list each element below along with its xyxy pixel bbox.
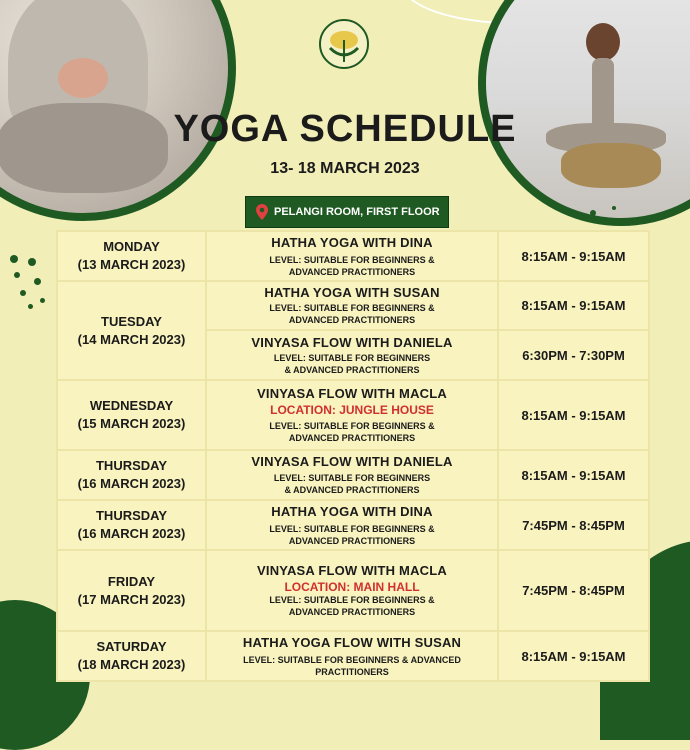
class-name: VINYASA FLOW WITH MACLA	[257, 386, 447, 401]
time-cell: 8:15AM - 9:15AM	[498, 631, 649, 681]
class-name: HATHA YOGA WITH DINA	[271, 503, 433, 519]
decorative-dot	[590, 210, 596, 216]
location-label: PELANGI ROOM, FIRST FLOOR	[274, 206, 440, 218]
class-level: LEVEL: SUITABLE FOR BEGINNERS	[273, 473, 431, 483]
day-cell	[57, 631, 206, 681]
table-row	[57, 231, 649, 281]
day-cell	[57, 281, 206, 380]
class-level-line2: ADVANCED PRACTITIONERS	[288, 315, 416, 325]
time-cell: 6:30PM - 7:30PM	[498, 330, 649, 380]
class-location: LOCATION: MAIN HALL	[284, 580, 420, 594]
class-level: LEVEL: SUITABLE FOR BEGINNERS &	[269, 595, 435, 605]
day-cell	[57, 380, 206, 450]
decorative-dot	[612, 206, 616, 210]
table-row	[57, 631, 649, 681]
class-level: LEVEL: SUITABLE FOR BEGINNERS &	[269, 523, 435, 534]
class-cell	[206, 500, 498, 550]
time-cell: 8:15AM - 9:15AM	[498, 281, 649, 330]
class-cell	[206, 281, 498, 330]
class-level: LEVEL: SUITABLE FOR BEGINNERS &	[269, 421, 435, 431]
day-cell	[57, 450, 206, 500]
class-level-line2: PRACTITIONERS	[315, 666, 389, 677]
class-level-line2: ADVANCED PRACTITIONERS	[288, 535, 416, 546]
day-cell	[57, 550, 206, 631]
class-cell	[206, 450, 498, 500]
date-range: 13- 18 MARCH 2023	[270, 160, 420, 177]
table-row	[57, 550, 649, 631]
day-date: (16 MARCH 2023)	[77, 476, 186, 491]
location-bar	[245, 196, 449, 228]
day-name: WEDNESDAY	[89, 398, 174, 413]
class-name: VINYASA FLOW WITH DANIELA	[251, 334, 453, 350]
time-cell: 8:15AM - 9:15AM	[498, 231, 649, 281]
decorative-dot	[28, 258, 36, 266]
class-cell	[206, 550, 498, 631]
decorative-dot	[14, 272, 20, 278]
day-date: (18 MARCH 2023)	[77, 657, 186, 672]
class-location: LOCATION: JUNGLE HOUSE	[270, 403, 434, 417]
class-level: LEVEL: SUITABLE FOR BEGINNERS &	[269, 303, 435, 313]
class-cell	[206, 231, 498, 281]
class-name: HATHA YOGA FLOW WITH SUSAN	[242, 634, 462, 650]
table-row	[57, 500, 649, 550]
map-pin-icon	[256, 204, 268, 220]
class-name: VINYASA FLOW WITH MACLA	[257, 563, 447, 578]
day-cell	[57, 231, 206, 281]
class-level: LEVEL: SUITABLE FOR BEGINNERS &	[269, 254, 435, 265]
class-level-line2: ADVANCED PRACTITIONERS	[288, 607, 416, 617]
class-level-line2: ADVANCED PRACTITIONERS	[288, 266, 416, 277]
day-date: (16 MARCH 2023)	[77, 526, 186, 541]
time-cell: 8:15AM - 9:15AM	[498, 450, 649, 500]
decorative-dot	[10, 255, 18, 263]
day-date: (13 MARCH 2023)	[77, 257, 186, 272]
day-date: (14 MARCH 2023)	[77, 331, 186, 347]
day-date: (17 MARCH 2023)	[77, 591, 186, 607]
decorative-dot	[34, 278, 41, 285]
schedule-table	[56, 230, 650, 682]
class-cell	[206, 380, 498, 450]
class-name: HATHA YOGA WITH SUSAN	[264, 285, 440, 300]
day-name: THURSDAY	[95, 508, 168, 523]
day-cell	[57, 500, 206, 550]
day-date: (15 MARCH 2023)	[77, 416, 186, 431]
day-name: TUESDAY	[101, 313, 162, 329]
day-name: THURSDAY	[95, 458, 168, 473]
class-name: HATHA YOGA WITH DINA	[271, 234, 433, 250]
logo-icon	[318, 18, 370, 70]
table-row	[57, 281, 649, 330]
table-row	[57, 380, 649, 450]
time-cell: 7:45PM - 8:45PM	[498, 500, 649, 550]
time-cell: 8:15AM - 9:15AM	[498, 380, 649, 450]
class-level-line2: & ADVANCED PRACTITIONERS	[284, 485, 420, 495]
decorative-dot	[602, 218, 607, 223]
table-row	[57, 450, 649, 500]
time-cell: 7:45PM - 8:45PM	[498, 550, 649, 631]
day-name: FRIDAY	[107, 573, 156, 589]
class-level-line2: ADVANCED PRACTITIONERS	[288, 433, 416, 443]
decorative-dot	[20, 290, 26, 296]
class-level-line2: & ADVANCED PRACTITIONERS	[284, 364, 420, 375]
class-cell	[206, 330, 498, 380]
day-name: SATURDAY	[96, 639, 167, 654]
class-name: VINYASA FLOW WITH DANIELA	[251, 454, 453, 469]
page-title: YOGA SCHEDULE	[173, 108, 517, 150]
day-name: MONDAY	[103, 239, 160, 254]
class-level: LEVEL: SUITABLE FOR BEGINNERS & ADVANCED	[243, 654, 461, 665]
class-cell	[206, 631, 498, 681]
decorative-dot	[28, 304, 33, 309]
class-level: LEVEL: SUITABLE FOR BEGINNERS	[273, 352, 431, 363]
decorative-dot	[40, 298, 45, 303]
